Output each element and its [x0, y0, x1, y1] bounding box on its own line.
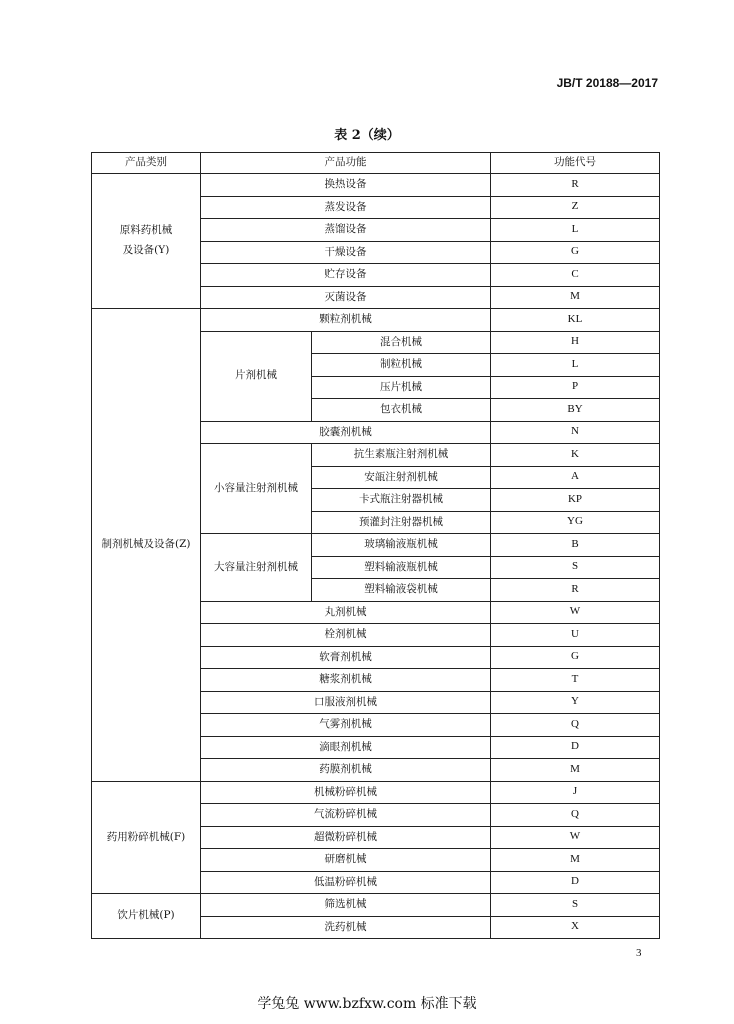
function-cell: 筛选机械: [201, 894, 491, 917]
function-cell: 灭菌设备: [201, 286, 491, 309]
table-row: [92, 894, 660, 917]
category-cell: 制剂机械及设备(Z): [92, 309, 201, 782]
function-cell: 预灌封注射器机械: [312, 511, 491, 534]
table-title: 表 2（续）: [334, 128, 400, 143]
table-header-row: [92, 153, 660, 174]
code-cell: M: [491, 286, 660, 309]
function-cell: 包衣机械: [312, 399, 491, 422]
code-cell: D: [491, 736, 660, 759]
function-cell: 研磨机械: [201, 849, 491, 872]
code-cell: Z: [491, 196, 660, 219]
code-cell: D: [491, 871, 660, 894]
function-cell: 气雾剂机械: [201, 714, 491, 737]
function-cell: 低温粉碎机械: [201, 871, 491, 894]
function-cell: 滴眼剂机械: [201, 736, 491, 759]
function-cell: 换热设备: [201, 174, 491, 197]
function-cell: 洗药机械: [201, 916, 491, 939]
function-cell: 蒸发设备: [201, 196, 491, 219]
subgroup-cell: 片剂机械: [201, 331, 312, 421]
code-cell: Q: [491, 804, 660, 827]
function-cell: 卡式瓶注射器机械: [312, 489, 491, 512]
function-cell: 干燥设备: [201, 241, 491, 264]
code-cell: L: [491, 219, 660, 242]
col-header-code: 功能代号: [491, 153, 660, 174]
product-function-code-table: [91, 152, 660, 939]
code-cell: Q: [491, 714, 660, 737]
subgroup-cell: 大容量注射剂机械: [201, 534, 312, 602]
function-cell: 丸剂机械: [201, 601, 491, 624]
function-cell: 混合机械: [312, 331, 491, 354]
code-cell: M: [491, 849, 660, 872]
code-cell: Y: [491, 691, 660, 714]
function-cell: 口服液剂机械: [201, 691, 491, 714]
code-cell: P: [491, 376, 660, 399]
code-cell: U: [491, 624, 660, 647]
page-number: 3: [636, 947, 642, 959]
table-row: [92, 174, 660, 197]
table-row: [92, 309, 660, 332]
code-cell: X: [491, 916, 660, 939]
code-cell: BY: [491, 399, 660, 422]
function-cell: 玻璃输液瓶机械: [312, 534, 491, 557]
function-cell: 药膜剂机械: [201, 759, 491, 782]
col-header-function: 产品功能: [201, 153, 491, 174]
category-cell: 原料药机械 及设备(Y): [92, 174, 201, 309]
function-cell: 贮存设备: [201, 264, 491, 287]
function-cell: 塑料输液袋机械: [312, 579, 491, 602]
code-cell: G: [491, 241, 660, 264]
function-cell: 安瓿注射剂机械: [312, 466, 491, 489]
col-header-category: 产品类别: [92, 153, 201, 174]
code-cell: C: [491, 264, 660, 287]
function-cell: 糖浆剂机械: [201, 669, 491, 692]
code-cell: S: [491, 556, 660, 579]
function-cell: 蒸馏设备: [201, 219, 491, 242]
category-cell: 饮片机械(P): [92, 894, 201, 939]
code-cell: B: [491, 534, 660, 557]
code-cell: R: [491, 174, 660, 197]
function-cell: 软膏剂机械: [201, 646, 491, 669]
function-cell: 胶囊剂机械: [201, 421, 491, 444]
code-cell: L: [491, 354, 660, 377]
function-cell: 制粒机械: [312, 354, 491, 377]
code-cell: R: [491, 579, 660, 602]
standard-code: JB/T 20188—2017: [556, 76, 658, 90]
code-cell: W: [491, 601, 660, 624]
code-cell: KP: [491, 489, 660, 512]
code-cell: J: [491, 781, 660, 804]
code-cell: S: [491, 894, 660, 917]
code-cell: A: [491, 466, 660, 489]
code-cell: N: [491, 421, 660, 444]
code-cell: G: [491, 646, 660, 669]
subgroup-cell: 小容量注射剂机械: [201, 444, 312, 534]
function-cell: 塑料输液瓶机械: [312, 556, 491, 579]
function-cell: 栓剂机械: [201, 624, 491, 647]
function-cell: 气流粉碎机械: [201, 804, 491, 827]
function-cell: 压片机械: [312, 376, 491, 399]
function-cell: 超微粉碎机械: [201, 826, 491, 849]
code-cell: YG: [491, 511, 660, 534]
function-cell: 颗粒剂机械: [201, 309, 491, 332]
code-cell: H: [491, 331, 660, 354]
table-row: [92, 781, 660, 804]
code-cell: K: [491, 444, 660, 467]
function-cell: 机械粉碎机械: [201, 781, 491, 804]
footer-watermark[interactable]: 学兔兔 www.bzfxw.com 标准下载: [257, 996, 477, 1012]
code-cell: T: [491, 669, 660, 692]
code-cell: W: [491, 826, 660, 849]
function-cell: 抗生素瓶注射剂机械: [312, 444, 491, 467]
category-cell: 药用粉碎机械(F): [92, 781, 201, 894]
code-cell: M: [491, 759, 660, 782]
code-cell: KL: [491, 309, 660, 332]
